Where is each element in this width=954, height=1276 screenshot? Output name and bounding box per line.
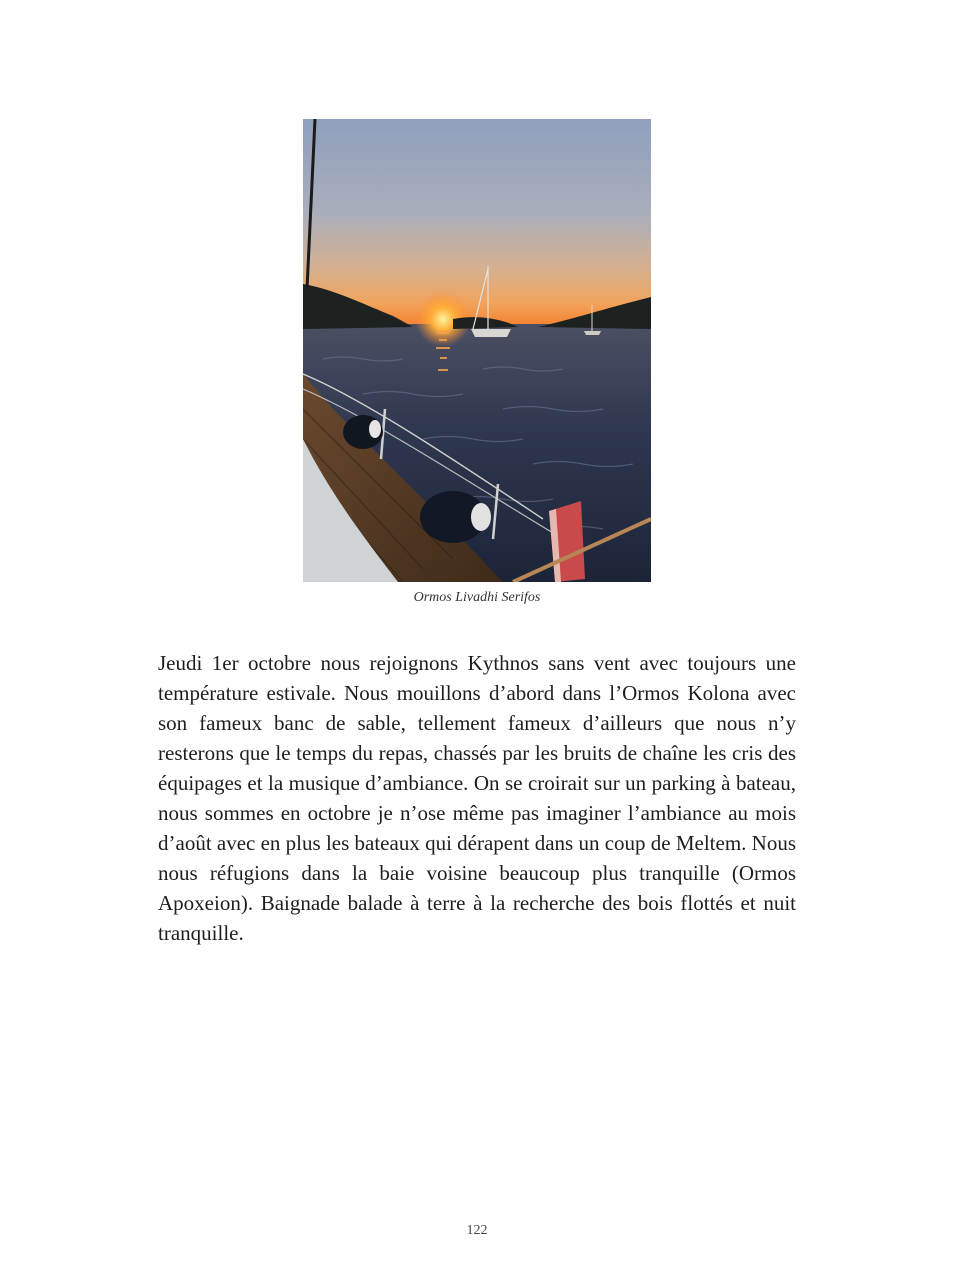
- body-paragraph: Jeudi 1er octobre nous rejoignons Kythnos sans vent avec toujours une température estivale. Nous mouillons d’abord dans l’Ormos Kolona avec son fameux banc de sable, tellement fameux d’ailleurs que nous n’y resterons que le temps du repas, chassés par les bruits de chaîne les cris des équipages et la musique d’ambiance. On se croirait sur un parking à bateau, nous sommes en octobre je n’ose même pas imaginer l’ambiance au mois d’août avec en plus les bateaux qui dérapent dans un coup de Meltem. Nous nous réfugions dans la baie voisine beaucoup plus tranquille (Ormos Apoxeion). Baignade balade à terre à la recherche des bois flottés et nuit tranquille.: [158, 651, 796, 945]
- sunset-bay-photo: [303, 119, 651, 582]
- figure-caption: Ormos Livadhi Serifos: [413, 590, 541, 605]
- page-number: 122: [466, 1223, 488, 1238]
